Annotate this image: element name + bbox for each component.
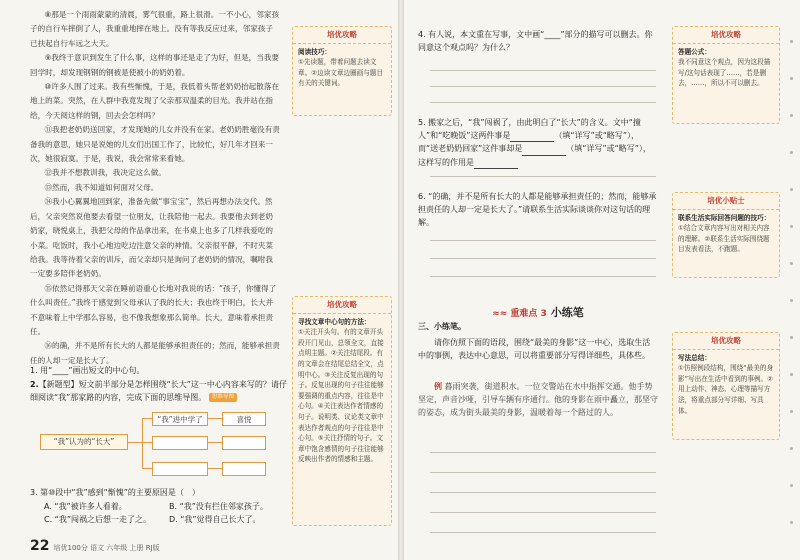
mindmap-center-box: “我”认为的“长大” xyxy=(40,434,128,450)
question-5-text-a: 5. 搬家之后，“我”闯祸了，由此明白了“长大”的含义。文中“撞人”和“吃晚饭”这两件事是 xyxy=(418,118,641,141)
section-label: ≈≈ 重难点 3 xyxy=(492,309,547,319)
answer-line[interactable] xyxy=(430,258,656,259)
paragraph-12: ⑫我并不想教训我，我决定这么做。 xyxy=(44,168,166,178)
answer-line[interactable] xyxy=(430,512,656,513)
question-2-number: 2. xyxy=(30,380,39,389)
answer-line[interactable] xyxy=(430,176,656,177)
mindmap-feeling-box-2[interactable] xyxy=(222,436,266,450)
answer-blank[interactable] xyxy=(474,159,518,169)
passage-text xyxy=(30,8,280,368)
sidebar-subheading: 联系生活实际回答问题的技巧： xyxy=(678,213,771,222)
sidebar-writing-summary xyxy=(672,332,780,440)
example-tag: 例 xyxy=(434,382,442,391)
connector-line xyxy=(142,468,152,469)
answer-line[interactable] xyxy=(430,86,656,87)
answer-line[interactable] xyxy=(430,70,656,71)
question-3-text: 3. 第⑩段中“我”感到“惭愧”的主要原因是（ ） xyxy=(30,488,200,497)
new-type-tag: 【新题型】 xyxy=(38,380,79,389)
page-footer xyxy=(30,538,160,554)
sidebar-subheading: 答题公式： xyxy=(678,47,711,56)
question-6 xyxy=(418,190,658,230)
sidebar-body: ①结合文章内容写出对相关内容的理解。②联系生活实际围绕题目发表看法，不跑题。 xyxy=(678,224,770,254)
question-3-options xyxy=(44,500,294,526)
page-number: 22 xyxy=(30,538,50,554)
sidebar-body: ①关注开头句。有的文章开头段开门见山，总领全文，直接点明主题。②关注结尾段。有的文章会在结尾总结全文，点明中心。③关注反复出现的句子。反复出现的句子往往能够要强调的重点内容，往往是中心句。④关注表达作者情感的句子。说明类、议论类文章中表达作者观点的句子往往是中心句。⑤关注抒情的句子。文章中饱含感情的句子往往能够反映出作者的情感和主题。 xyxy=(298,328,384,464)
connector-line xyxy=(142,418,152,419)
answer-blank[interactable] xyxy=(522,146,566,156)
question-4 xyxy=(418,28,658,54)
paragraph-15: ⑮依然记得那天父亲在睡前语重心长地对我说的话：“孩子，你懂得了什么叫责任。”我终于感觉到父母承认了我的长大；我也终于明白，长大并不意味着上中学那么容易，也不像我想象那么简单。长大，意味着承担责任。 xyxy=(30,283,277,336)
connector-line xyxy=(208,418,222,419)
sidebar-subheading: 阅读技巧： xyxy=(298,47,331,56)
sidebar-heading: 培优攻略 xyxy=(293,30,391,44)
question-5 xyxy=(418,116,658,169)
question-5-text-c: （填“详写”或“略写”），这样写的作用是 xyxy=(418,144,651,167)
section-banner xyxy=(418,304,658,320)
answer-line[interactable] xyxy=(430,452,656,453)
sidebar-central-sentence-methods xyxy=(292,296,392,526)
answer-line[interactable] xyxy=(430,102,656,103)
sidebar-subheading: 写法总结： xyxy=(678,353,711,362)
example-text: 暮雨突袭，街道积水。一位交警站在水中指挥交通。他手势坚定，声音沙哑，引导车辆有序通行。他的身影在雨中矗立，那坚守的姿态，成为街头最美的身影，温暖着每一个路过的人。 xyxy=(418,382,658,418)
page-gutter xyxy=(398,0,404,560)
page-edge-marks xyxy=(790,40,794,558)
sidebar-heading: 培优攻略 xyxy=(293,300,391,314)
sidebar-body: 我不同意这个观点，因为这段描写/这句话表现了……，若是删去，……，所以不可以删去。 xyxy=(678,58,771,88)
connector-line xyxy=(142,418,143,468)
option-c[interactable]: C. “我”闯祸之后想一走了之。 xyxy=(44,515,151,524)
question-1-text: 1. 用“____”画出短文的中心句。 xyxy=(30,366,145,375)
question-3 xyxy=(30,486,292,499)
sidebar-answer-formula xyxy=(672,26,780,124)
question-1 xyxy=(30,364,292,377)
question-5-text-b: （填“详写”或“略写”），而“送老奶奶回家”这件事却是 xyxy=(418,131,640,154)
sidebar-heading: 培优攻略 xyxy=(673,336,779,350)
mindmap-feeling-box-3[interactable] xyxy=(222,462,266,476)
answer-line[interactable] xyxy=(430,532,656,533)
part-3-title: 三、小练笔。 xyxy=(418,322,466,331)
question-6-text: 6. “的确，并不是所有长大的人都是能够承担责任的；然而，能够承担责任的人却一定是长大了。”请联系生活实际谈谈你对这句话的理解。 xyxy=(418,192,657,228)
answer-line[interactable] xyxy=(430,276,656,277)
option-a[interactable]: A. “我”被许多人看着。 xyxy=(44,502,127,511)
sidebar-body: ①仿照例段结构，围绕“最美的身影”写出在生活中看到的事例。②用上动作、神态、心理等描写方法，将重点部分写详细、写具体。 xyxy=(678,364,774,415)
connector-line xyxy=(128,442,142,443)
paragraph-8: ⑧那是一个雨雨蒙蒙的清晨，雾气很重，路上很滑。一不小心，邻家孩子的自行车摔倒了人，我重重地摔在地上。没有等我反应过来，邻家孩子已扶起自行车远之大天。 xyxy=(30,10,280,48)
answer-line[interactable] xyxy=(430,472,656,473)
connector-line xyxy=(208,468,222,469)
connector-line xyxy=(142,442,152,443)
question-4-text: 4. 有人说，本文重在写事，文中画“____”部分的描写可以删去。你同意这个观点吗？为什么？ xyxy=(418,30,653,53)
option-d[interactable]: D. “我”觉得自己长大了。 xyxy=(169,515,261,524)
sidebar-life-connection-tips xyxy=(672,192,780,278)
part-3-instructions: 请你仿照下面的语段，围绕“最美的身影”这一中心，选取生活中的事例，表达中心意思，可以将重要部分写得详细些，具体些。 xyxy=(418,338,651,361)
answer-line[interactable] xyxy=(430,492,656,493)
mindmap-event-box-1: “我”进中学了 xyxy=(152,412,208,426)
paragraph-13: ⑬然而，我不知道如何面对父母。 xyxy=(44,182,159,192)
connector-line xyxy=(208,442,222,443)
example-paragraph xyxy=(418,380,658,420)
paragraph-11: ⑪我把老奶奶送回家，才发现她的儿女并没有在家。老奶奶胜毫没有责备我的意思，她只是说她的儿女们出国工作了，比较忙，好几年才回来一次，她很寂寞。于是，我说，我会常常来看她。 xyxy=(30,125,280,164)
mindmap-event-box-3[interactable] xyxy=(152,462,208,476)
sidebar-heading: 培优攻略 xyxy=(673,30,779,44)
footer-text: 培优100分 语文 六年级 上册 RJ版 xyxy=(53,544,160,552)
sidebar-subheading: 寻找文章中心句的方法： xyxy=(298,317,371,326)
mindmap-event-box-2[interactable] xyxy=(152,436,208,450)
answer-line[interactable] xyxy=(430,240,656,241)
paragraph-9: ⑨我终于意识到发生了什么事，这样的事还是走了为好，但是，当我要回学时，却发现钢钢的钢被是使被小的奶奶着。 xyxy=(30,53,280,77)
paragraph-14: ⑭我小心翼翼地回到家，准备先做“事宝宝”，然后再想办法交代。然后，父亲突然说他要去看望一位朋友，让我陪他一起去。我要他去到老奶奶家，晓悦桌上，我把父母的作品拿出来，在书桌上也多了几样我爱吃的小菜。吃饭时，我小心地边吃边注意父亲的神情。父亲很平静，不时夹菜给我。我等待着父亲的训斥，而父亲却只是询问了老奶奶的情况，嘱咐我一定要多陪伴老奶奶。 xyxy=(30,197,273,279)
paragraph-16: ⑯的确，并不是所有长大的人都是能够承担责任的；然而，能够承担责任的人却一定是长大了。 xyxy=(30,341,280,365)
mindmap-feeling-box-1: 喜悦 xyxy=(222,412,266,426)
answer-blank[interactable] xyxy=(510,132,554,142)
section-title: 小练笔 xyxy=(550,306,584,319)
question-2 xyxy=(30,378,292,404)
option-b[interactable]: B. “我”没有拦住邻家孩子。 xyxy=(169,502,268,511)
sidebar-reading-tips xyxy=(292,26,392,116)
mindmap-badge: 思维导图 xyxy=(209,393,237,402)
sidebar-heading: 培优小贴士 xyxy=(673,196,779,210)
sidebar-body: ①先读题，带着问题去读文章。②边读文章边圈画与题目有关的关键词。 xyxy=(298,58,384,88)
mind-map-diagram xyxy=(40,412,270,480)
paragraph-10: ⑩许多人围了过来。我有些惭愧，于是，我低着头帮老奶奶抬起散落在地上的菜。突然，在人群中我竟发现了父亲那双温柔的目光。我并站在指给，今天阅这样的钢，回去会怎样吗？ xyxy=(30,82,280,120)
question-2-text: 短文前半部分是怎样围绕“长大”这一中心内容来写的？请仔细阅读“我”那家路的内容，完成下面的思维导图。 xyxy=(30,380,287,402)
